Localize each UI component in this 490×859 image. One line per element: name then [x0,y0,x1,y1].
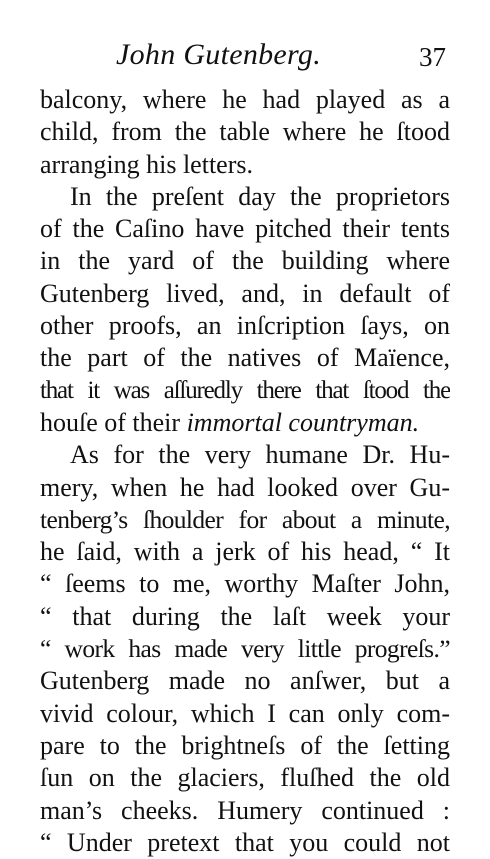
text-line: child, from the table where he ſtood [40,117,450,147]
text-line: Gutenberg made no anſwer, but a [40,666,450,696]
text-line: “ that during the laſt week your [40,601,450,631]
text-line: vivid colour, which I can only com- [40,698,450,728]
text-line: he ſaid, with a jerk of his head, “ It [40,537,450,567]
text-line: pare to the brightneſs of the ſetting [40,730,450,760]
running-head [40,38,450,78]
text-line: Gutenberg lived, and, in default of [40,278,450,308]
running-head-title: John Gutenberg. [116,38,322,71]
text-line-start: houſe of their [40,407,187,437]
text-line: tenberg’s ſhoulder for about a minute, [40,504,450,534]
text-line: in the yard of the building where [40,246,450,276]
text-line: that it was aſſuredly there that ſtood the [40,376,450,404]
text-line: “ work has made very little progreſs.” [40,634,450,664]
text-line: of the Caſino have pitched their tents [40,214,450,244]
text-line: balcony, where he had played as a [40,85,450,114]
text-line: “ Under pretext that you could not [40,827,450,857]
page-number: 37 [419,42,446,72]
text-line: arranging his letters. [40,149,253,179]
text-line-with-italic [40,407,450,439]
text-line: “ ſeems to me, worthy Maſter John, [40,569,450,599]
italic-phrase: immortal countryman. [186,407,420,437]
text-line: the part of the natives of Maïence, [40,343,450,373]
text-line: ſun on the glaciers, fluſhed the old [40,763,450,793]
paragraph-start-line: As for the very humane Dr. Hu- [70,440,450,470]
text-line: man’s cheeks. Humery continued : [40,795,450,825]
body-text [40,84,450,859]
text-line: other proofs, an inſcription ſays, on [40,311,450,341]
paragraph-start-line: In the preſent day the proprietors [70,181,450,211]
text-line: mery, when he had looked over Gu- [40,472,450,502]
